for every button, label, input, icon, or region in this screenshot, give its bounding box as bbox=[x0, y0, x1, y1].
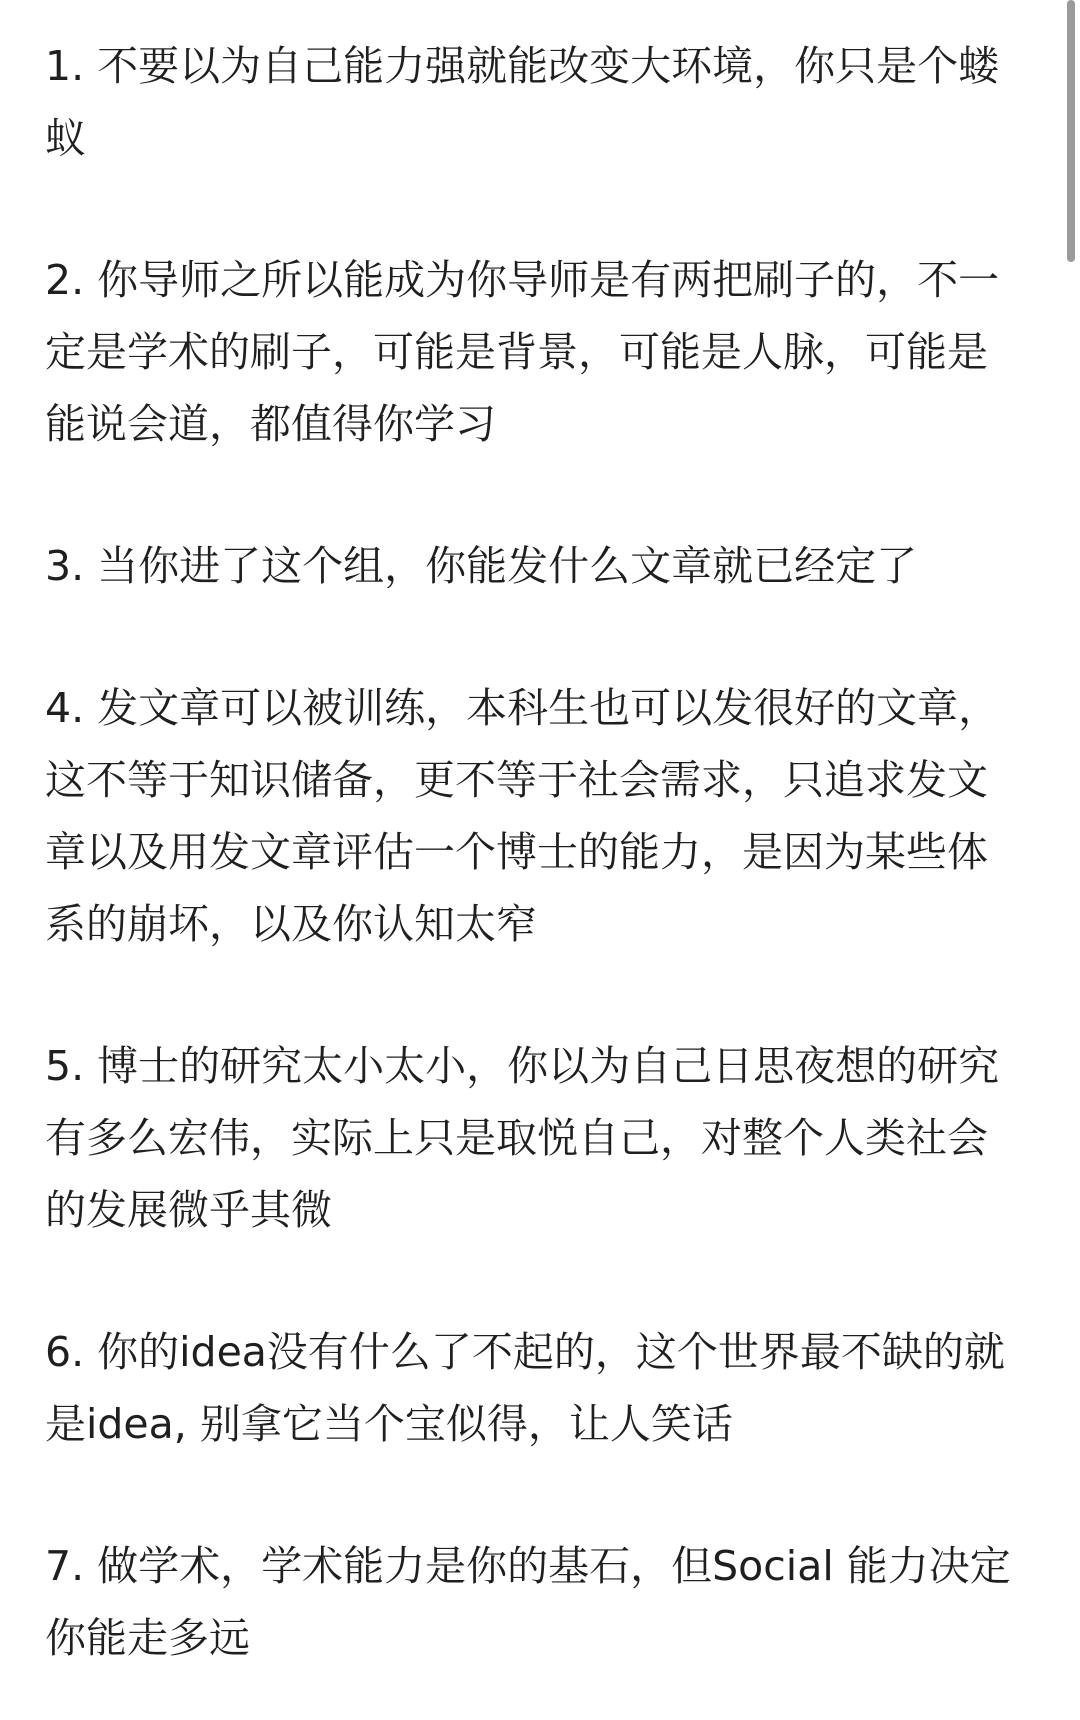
vertical-scrollbar[interactable] bbox=[1060, 0, 1080, 1720]
paragraph-1: 1. 不要以为自己能力强就能改变大环境，你只是个蝼蚁 bbox=[45, 42, 1000, 162]
paragraph-4: 4. 发文章可以被训练，本科生也可以发很好的文章，这不等于知识储备，更不等于社会需求，只追求发文章以及用发文章评估一个博士的能力，是因为某些体系的崩坏，以及你认知太窄 bbox=[45, 684, 1000, 948]
paragraph-2: 2. 你导师之所以能成为你导师是有两把刷子的，不一定是学术的刷子，可能是背景，可能是人脉，可能是能说会道，都值得你学习 bbox=[45, 256, 1000, 448]
paragraph-3: 3. 当你进了这个组，你能发什么文章就已经定了 bbox=[45, 542, 918, 590]
paragraph-6: 6. 你的idea没有什么了不起的，这个世界最不缺的就是idea, 别拿它当个宝似得，让人笑话 bbox=[45, 1328, 1005, 1448]
scrollbar-thumb[interactable] bbox=[1067, 0, 1075, 262]
paragraph-5: 5. 博士的研究太小太小，你以为自己日思夜想的研究有多么宏伟，实际上只是取悦自己，对整个人类社会的发展微乎其微 bbox=[45, 1042, 1000, 1234]
paragraph-7: 7. 做学术，学术能力是你的基石，但Social 能力决定你能走多远 bbox=[45, 1542, 1011, 1662]
